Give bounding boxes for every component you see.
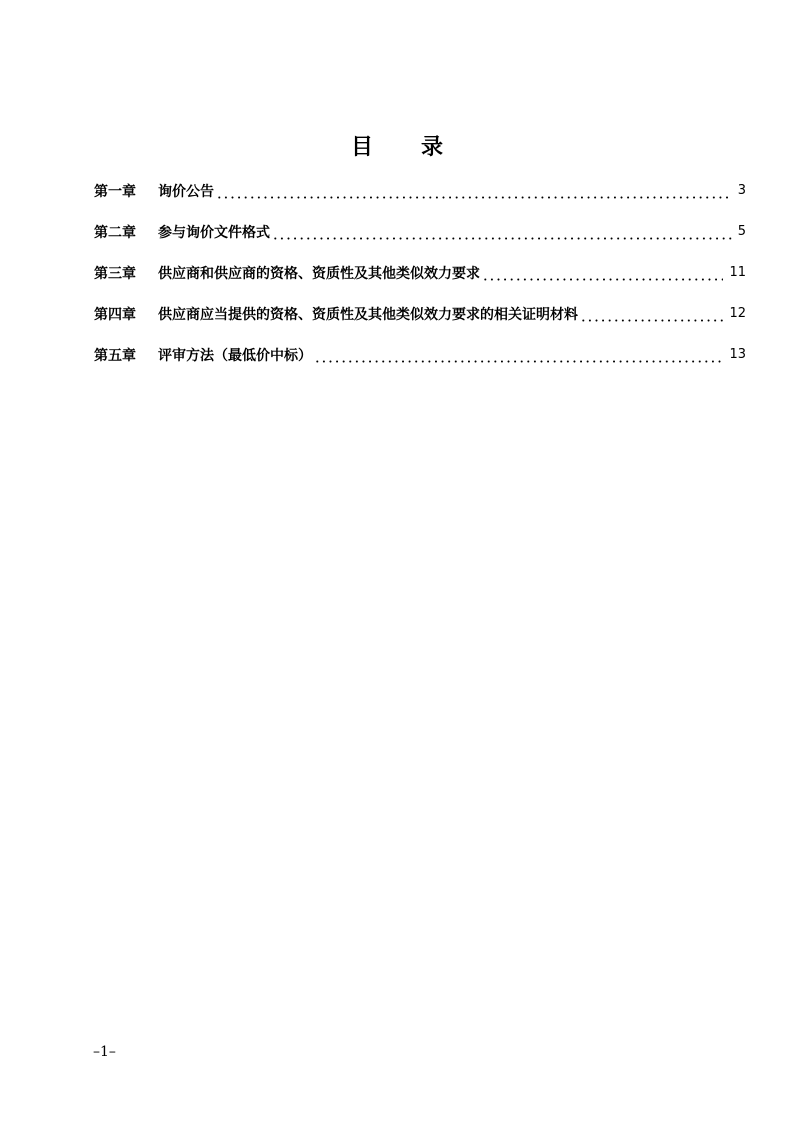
toc-heading-right-char: 录 <box>421 135 444 160</box>
toc-chapter-label: 第三章 <box>94 265 136 282</box>
toc-dot-leader <box>580 308 723 322</box>
toc-entry-chapter-5[interactable] <box>94 334 746 375</box>
table-of-contents <box>94 170 746 375</box>
toc-entry-chapter-4[interactable] <box>94 293 746 334</box>
toc-entry-title: 供应商和供应商的资格、资质性及其他类似效力要求 <box>158 265 480 282</box>
toc-dot-leader <box>482 267 723 281</box>
toc-entry-title: 参与询价文件格式 <box>158 224 270 241</box>
toc-page-number: 12 <box>729 306 746 321</box>
toc-chapter-label: 第五章 <box>94 347 136 364</box>
toc-page-number: 3 <box>737 183 746 198</box>
toc-entry-title: 供应商应当提供的资格、资质性及其他类似效力要求的相关证明材料 <box>158 306 578 323</box>
toc-entry-title: 评审方法（最低价中标） <box>158 347 312 364</box>
toc-dot-leader <box>272 226 732 240</box>
toc-dot-leader <box>314 349 723 363</box>
toc-chapter-label: 第四章 <box>94 306 136 323</box>
footer-page-number: –1– <box>93 1044 116 1060</box>
toc-entry-title: 询价公告 <box>158 183 214 200</box>
toc-entry-chapter-2[interactable] <box>94 211 746 252</box>
toc-dot-leader <box>216 185 732 199</box>
toc-page-number: 13 <box>729 347 746 362</box>
toc-heading-left-char: 目 <box>351 135 374 160</box>
toc-page-number: 5 <box>737 224 746 239</box>
toc-page-number: 11 <box>729 265 746 280</box>
toc-chapter-label: 第二章 <box>94 224 136 241</box>
toc-entry-chapter-1[interactable] <box>94 170 746 211</box>
toc-entry-chapter-3[interactable] <box>94 252 746 293</box>
toc-chapter-label: 第一章 <box>94 183 136 200</box>
toc-heading <box>0 134 793 164</box>
